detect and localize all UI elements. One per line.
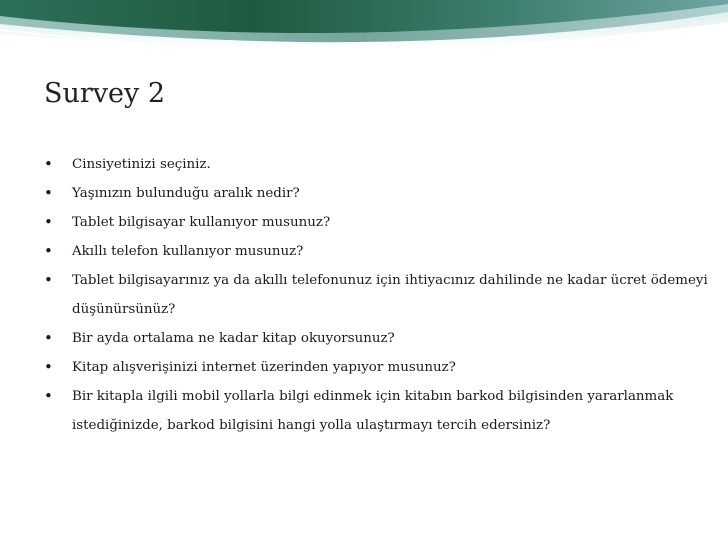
bullet-item — [44, 382, 714, 440]
bullet-dot-icon: • — [44, 271, 53, 289]
bullet-text: Bir kitapla ilgili mobil yollarla bilgi edinmek için kitabın barkod bilgisinden yararlanmak istediğinizde, barkod bilgisini hangi yolla ulaştırmayı tercih edersiniz? — [72, 389, 674, 433]
bullet-text: Tablet bilgisayarınız ya da akıllı telefonunuz için ihtiyacınız dahilinde ne kadar ücret ödemeyi düşünürsünüz? — [72, 273, 708, 317]
bullet-text: Kitap alışverişinizi internet üzerinden yapıyor musunuz? — [72, 360, 456, 375]
bullet-dot-icon: • — [44, 329, 53, 347]
bullet-text: Bir ayda ortalama ne kadar kitap okuyorsunuz? — [72, 331, 395, 346]
slide-title: Survey 2 — [44, 78, 166, 109]
header-swoosh-decoration — [0, 0, 728, 64]
bullet-text: Tablet bilgisayar kullanıyor musunuz? — [72, 215, 331, 230]
bullet-item — [44, 324, 714, 353]
bullet-dot-icon: • — [44, 213, 53, 231]
bullet-item — [44, 266, 714, 324]
bullet-item — [44, 353, 714, 382]
bullet-dot-icon: • — [44, 155, 53, 173]
bullet-dot-icon: • — [44, 242, 53, 260]
bullet-text: Akıllı telefon kullanıyor musunuz? — [72, 244, 304, 259]
bullet-dot-icon: • — [44, 184, 53, 202]
bullet-item — [44, 150, 714, 179]
bullet-text: Cinsiyetinizi seçiniz. — [72, 157, 211, 172]
bullet-item — [44, 237, 714, 266]
bullet-text: Yaşınızın bulunduğu aralık nedir? — [72, 186, 300, 201]
bullet-item — [44, 179, 714, 208]
bullet-item — [44, 208, 714, 237]
bullet-list — [44, 150, 714, 440]
bullet-dot-icon: • — [44, 358, 53, 376]
bullet-dot-icon: • — [44, 387, 53, 405]
